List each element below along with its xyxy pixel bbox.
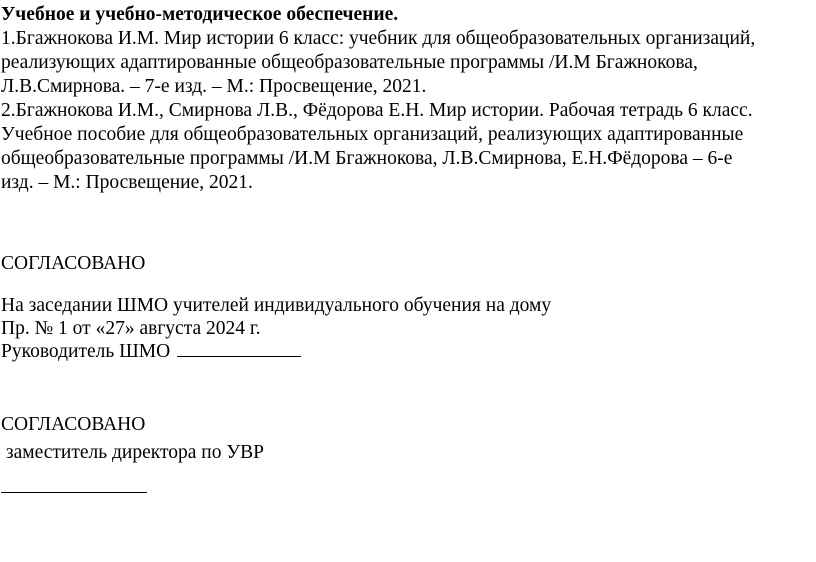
approval-2-title: СОГЛАСОВАНО [1, 414, 146, 435]
reference-line-3: Л.В.Смирнова. – 7-е изд. – М.: Просвещение, 2021. [1, 76, 427, 97]
reference-line-6: общеобразовательные программы /И.М Бгажнокова, Л.В.Смирнова, Е.Н.Фёдорова – 6-е [1, 148, 733, 169]
approval-2-signature-line [1, 492, 147, 493]
reference-line-2: реализующих адаптированные общеобразовательные программы /И.М Бгажнокова, [1, 52, 698, 73]
approval-1-signature-line [177, 339, 301, 357]
reference-line-7: изд. – М.: Просвещение, 2021. [1, 172, 253, 193]
approval-2-deputy: заместитель директора по УВР [1, 442, 264, 463]
section-heading: Учебное и учебно-методическое обеспечение. [1, 4, 399, 25]
approval-1-head-row [1, 339, 301, 364]
approval-1-head-label: Руководитель ШМО [1, 341, 171, 362]
reference-line-5: Учебное пособие для общеобразовательных организаций, реализующих адаптированные [1, 124, 744, 145]
approval-1-meeting: На заседании ШМО учителей индивидуального обучения на дому [1, 295, 552, 316]
approval-1-protocol: Пр. № 1 от «27» августа 2024 г. [1, 318, 261, 339]
reference-line-4: 2.Бгажнокова И.М., Смирнова Л.В., Фёдорова Е.Н. Мир истории. Рабочая тетрадь 6 класс. [1, 100, 753, 121]
approval-1-title: СОГЛАСОВАНО [1, 253, 146, 274]
reference-line-1: 1.Бгажнокова И.М. Мир истории 6 класс: учебник для общеобразовательных организаций, [1, 28, 756, 49]
